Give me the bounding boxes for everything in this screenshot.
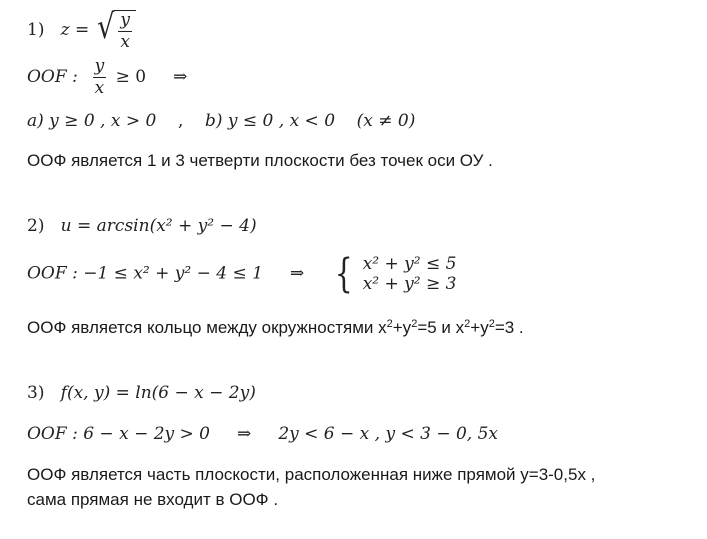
problem-1-function (27, 7, 136, 52)
problem-1-lhs: z = (60, 20, 90, 40)
fraction-y-over-x: $\frac{y}{x}$ (120, 10, 130, 52)
problem-3-function (27, 383, 256, 403)
brace-icon: { (335, 251, 353, 297)
problem-3-answer-line-2: сама прямая не входит в ООФ . (27, 490, 279, 509)
problem-3-oof (27, 424, 498, 444)
problem-2-function (27, 216, 257, 236)
oof-condition: ≥ 0 (115, 67, 147, 87)
oof-fraction: $\frac{y}{x}$ (94, 56, 105, 98)
problem-2-answer: ООФ является кольцо между окружностями $x^2+y^2=5$ и $x^2+y^2=3$ . (27, 318, 524, 337)
problem-1-number: 1) (27, 20, 45, 40)
problem-3-step: 2y < 6 − x , y < 3 − 0, 5x (278, 424, 499, 444)
problem-2-oof (27, 251, 457, 297)
case-separator: , (177, 111, 184, 131)
problem-2-oof-text: OOF : −1 ≤ x² + y² − 4 ≤ 1 (27, 263, 263, 284)
inequality-system (331, 251, 457, 297)
problem-2-number: 2) (27, 216, 45, 236)
case-b: b) y ≤ 0 , x < 0 (204, 111, 336, 131)
problem-3-func: f(x, y) = ln(6 − x − 2y) (60, 383, 256, 403)
oof-label: OOF : (27, 67, 78, 87)
case-note: (x ≠ 0) (356, 111, 416, 131)
problem-1-oof (27, 58, 187, 97)
system-line-2: x² + y² ≥ 3 (362, 274, 457, 294)
case-a: a) y ≥ 0 , x > 0 (27, 111, 157, 131)
sqrt-symbol: √ $\frac{y}{x}$ (95, 10, 136, 51)
implies-arrow: ⇒ (289, 263, 305, 284)
implies-arrow: ⇒ (237, 424, 252, 444)
implies-arrow: ⇒ (173, 67, 188, 87)
problem-3-oof-text: OOF : 6 − x − 2y > 0 (27, 424, 210, 444)
problem-3-answer-line-1: ООФ является часть плоскости, расположенная ниже прямой у=3-0,5х , (27, 465, 596, 484)
problem-2-func: u = arcsin(x² + y² − 4) (60, 216, 257, 236)
problem-1-answer: ООФ является 1 и 3 четверти плоскости без точек оси ОУ . (27, 151, 493, 170)
system-line-1: x² + y² ≤ 5 (362, 254, 457, 274)
problem-1-cases (27, 111, 415, 131)
problem-3-number: 3) (27, 383, 45, 403)
